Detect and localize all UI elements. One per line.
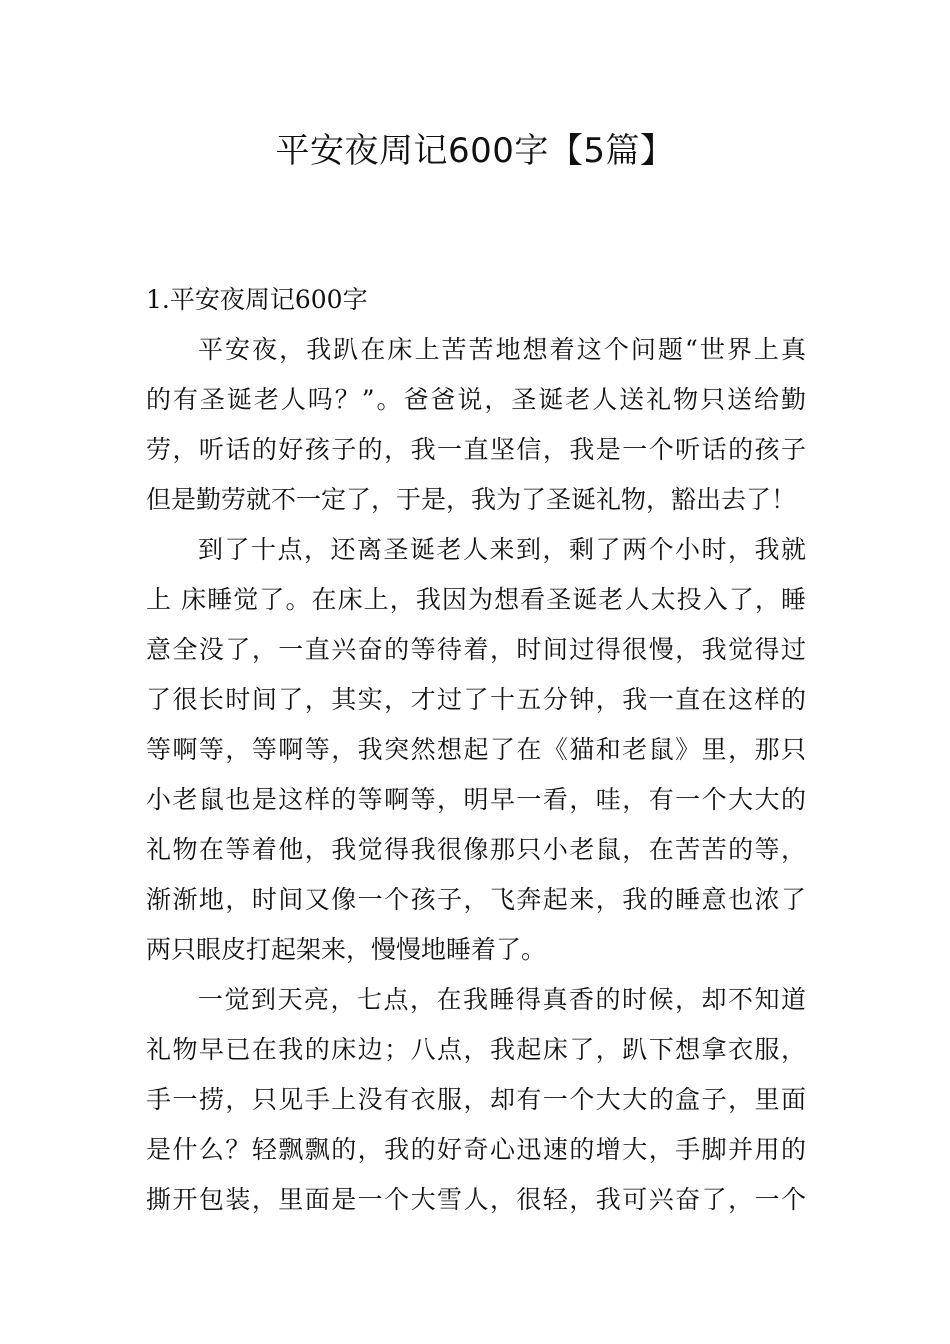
section-heading: 1.平安夜周记600字 (146, 285, 368, 314)
paragraph-2-line-4: 了很长时间了，其实，才过了十五分钟，我一直在这样的 (146, 685, 806, 714)
paragraph-2-line-1: 到了十点，还离圣诞老人来到，剩了两个小时，我就 (198, 535, 806, 564)
paragraph-2-line-7: 礼物在等着他，我觉得我很像那只小老鼠，在苦苦的等， (146, 835, 806, 864)
paragraph-2-line-3: 意全没了，一直兴奋的等待着，时间过得很慢，我觉得过 (146, 635, 806, 664)
paragraph-2-line-5: 等啊等，等啊等，我突然想起了在《猫和老鼠》里，那只 (146, 735, 806, 764)
paragraph-3-line-1: 一觉到天亮，七点，在我睡得真香的时候，却不知道 (198, 985, 806, 1014)
paragraph-1-line-1: 平安夜，我趴在床上苦苦地想着这个问题“世界上真 (198, 335, 806, 364)
document-title: 平安夜周记600字【5篇】 (275, 131, 675, 171)
paragraph-2-line-9: 两只眼皮打起架来，慢慢地睡着了。 (146, 935, 547, 964)
paragraph-1-line-2: 的有圣诞老人吗？”。爸爸说，圣诞老人送礼物只送给勤 (146, 385, 806, 414)
paragraph-3-line-4: 是什么？轻飘飘的，我的好奇心迅速的增大，手脚并用的 (146, 1135, 806, 1164)
paragraph-3-line-3: 手一捞，只见手上没有衣服，却有一个大大的盒子，里面 (146, 1085, 806, 1114)
paragraph-3-line-2: 礼物早已在我的床边；八点，我起床了，趴下想拿衣服， (146, 1035, 806, 1064)
paragraph-1-line-3: 劳，听话的好孩子的，我一直坚信，我是一个听话的孩子 (146, 435, 806, 464)
paragraph-2-line-6: 小老鼠也是这样的等啊等，明早一看，哇，有一个大大的 (146, 785, 806, 814)
paragraph-3-line-5: 撕开包装，里面是一个大雪人，很轻，我可兴奋了，一个 (146, 1185, 806, 1214)
paragraph-2-line-8: 渐渐地，时间又像一个孩子，飞奔起来，我的睡意也浓了 (146, 885, 806, 914)
paragraph-1-line-4: 但是勤劳就不一定了，于是，我为了圣诞礼物，豁出去了！ (146, 485, 797, 514)
paragraph-2-line-2: 上 床睡觉了。在床上，我因为想看圣诞老人太投入了，睡 (146, 585, 806, 614)
